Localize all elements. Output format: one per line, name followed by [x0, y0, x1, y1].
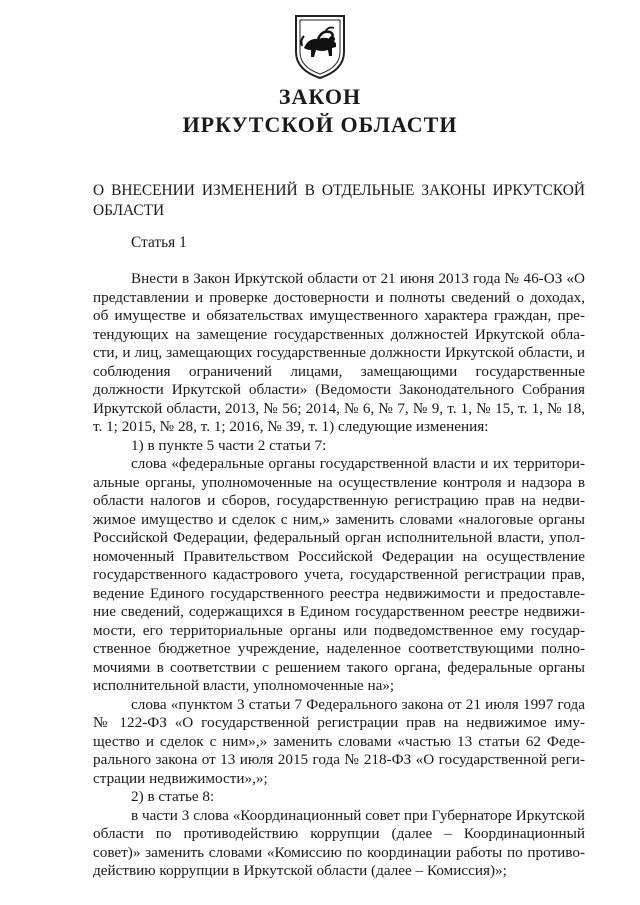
paragraph-item-1: 1) в пункте 5 части 2 статьи 7: — [131, 436, 327, 454]
article-body — [93, 270, 585, 881]
paragraph-words-replacement-2: слова «пунктом 3 статьи 7 Федерального закона от 21 июля 1997 года № 122-ФЗ «О государственной регистрации прав на недвижимое имущество и сделок с ним»,» заменить словами «частью 13 статьи 62 Федерального закона от 13 июля 2015 года № 218-ФЗ «О государственной регистрации недвижимости»,»; — [93, 695, 585, 787]
irkutsk-coat-of-arms-icon — [292, 12, 348, 80]
paragraph-part-3: в части 3 слова «Координационный совет при Губернаторе Иркутской области по противодействию коррупции (далее – Координационный совет)» заменить словами «Комиссию по координации работы по противодействию коррупции в Иркутской области (далее – Комиссия)»; — [93, 806, 585, 879]
law-region-title: ИРКУТСКОЙ ОБЛАСТИ — [182, 112, 458, 137]
paragraph-item-2: 2) в статье 8: — [131, 788, 215, 805]
paragraph-words-replacement-1: слова «федеральные органы государственной власти и их территориальные органы, уполномоченные на осуществление контроля и надзора в области налогов и сборов, государственную регистрацию прав на недвижимое имущество и сделок с ним,» заменить словами «налоговые органы Российской Федерации, федеральный орган исполнительной власти, уполномоченный Правительством Российской Федерации на осуществление государственного кадастрового учета, государственной регистрации прав, ведение Единого государственного реестра недвижимости и предоставление сведений, содержащихся в Едином государственном реестре недвижимости, его территориальные органы или подведомственное ему государственное бюджетное учреждение, наделенное соответствующими полномочиями в соответствии с решением такого органа, федеральные органы исполнительной власти, уполномоченные на»; — [93, 455, 585, 694]
paragraph-intro: Внести в Закон Иркутской области от 21 июня 2013 года № 46-ОЗ «О представлении и проверке достоверности и полноты сведений о доходах, об имуществе и обязательствах имущественного характера граждан, претендующих на замещение государственных должностей Иркутской области, и лиц, замещающих государственные должности Иркутской области, и соблюдения ограничений лицами, замещающими государственные должности Иркутской области» (Ведомости Законодательного Собрания Иркутской области, 2013, № 56; 2014, № 6, № 7, № 9, т. 1, № 15, т. 1, № 18, т. 1; 2015, № 28, т. 1; 2016, № 39, т. 1) следующие изменения: — [93, 270, 585, 435]
article-heading: Статья 1 — [131, 234, 187, 251]
law-title: ЗАКОН — [278, 84, 362, 109]
law-subject: О ВНЕСЕНИИ ИЗМЕНЕНИЙ В ОТДЕЛЬНЫЕ ЗАКОНЫ ИРКУТСКОЙ ОБЛАСТИ — [93, 182, 585, 219]
